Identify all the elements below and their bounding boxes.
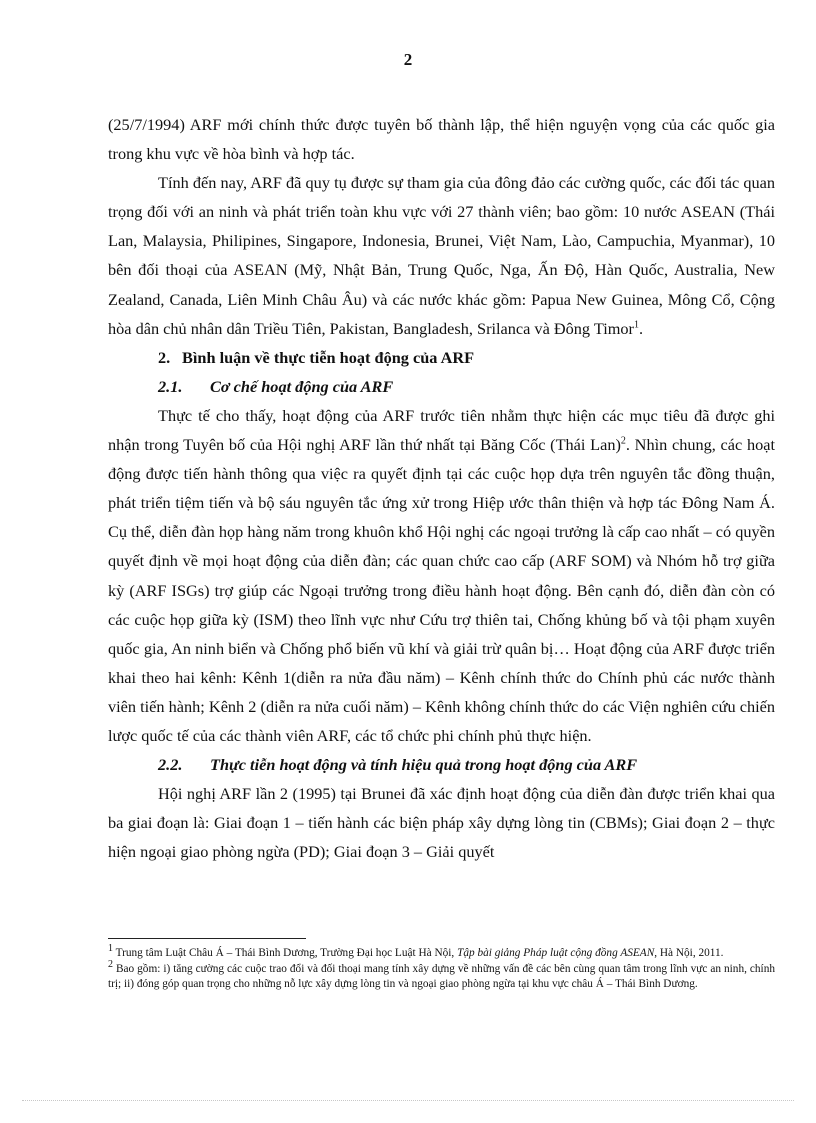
footnote-text: , Hà Nội, 2011. [654,947,724,959]
footnote-text: Bao gồm: i) tăng cường các cuộc trao đổi và đối thoại mang tính xây dựng về những vấn đề các bên cùng quan tâm trong lĩnh vực an ninh, chính trị; ii) đóng góp quan trọng cho những nỗ lực xây dựng lòng tin và ngoại giao phòng ngừa tại khu vực châu Á – Thái Bình Dương. [108,962,775,991]
footnote-number: 2 [108,958,113,970]
subsection-heading [158,372,775,401]
heading-number: 2. [158,347,171,367]
paragraph-text: . [638,318,644,338]
paragraph-text: (25/7/1994) ARF mới chính thức được tuyên bố thành lập, thể hiện nguyện vọng của các quốc gia trong khu vực về hòa bình và hợp tác. [108,115,775,164]
page-number: 2 [403,50,413,69]
heading-text: Bình luận về thực tiễn hoạt động của ARF [182,347,475,367]
footnote [108,958,775,993]
paragraph [108,779,775,866]
footnote-title: Tập bài giảng Pháp luật cộng đồng ASEAN [457,947,655,959]
footnote-text: Trung tâm Luật Châu Á – Thái Bình Dương, Trường Đại học Luật Hà Nội, [113,947,458,959]
heading-number: 2.2. [158,755,183,775]
paragraph [108,401,775,750]
heading-text: Thực tiễn hoạt động và tính hiệu quả trong hoạt động của ARF [210,755,638,775]
section-heading [158,343,775,372]
footnote [108,943,775,962]
footnote-number: 1 [108,943,113,955]
paragraph [108,110,775,168]
subsection-heading [158,750,775,779]
document-body [108,110,775,866]
footnotes [108,943,775,993]
paragraph-text: . Nhìn chung, các hoạt động được tiến hành thông qua việc ra quyết định tại các cuộc họp dựa trên nguyên tắc đồng thuận, phát triển tiệm tiến và bộ sáu nguyên tắc ứng xử trong Hiệp ước thân thiện và hợp tác Đông Nam Á. Cụ thể, diễn đàn họp hàng năm trong khuôn khổ Hội nghị các ngoại trưởng là cấp cao nhất – có quyền quyết định về mọi hoạt động của diễn đàn; các quan chức cao cấp (ARF SOM) và Nhóm hỗ trợ giữa kỳ (ARF ISGs) trợ giúp các Ngoại trưởng trong điều hành hoạt động. Bên cạnh đó, diễn đàn còn có các cuộc họp giữa kỳ (ISM) theo lĩnh vực như Cứu trợ thiên tai, Chống khủng bố và tội phạm xuyên quốc gia, An ninh biển và Chống phổ biến vũ khí và giải trừ quân bị… Hoạt động của ARF được triển khai theo hai kênh: Kênh 1(diễn ra nửa đầu năm) – Kênh chính thức do Chính phủ các nước thành viên tiến hành; Kênh 2 (diễn ra nửa cuối năm) – Kênh không chính thức do các Viện nghiên cứu chiến lược quốc tế của các thành viên ARF, các tổ chức phi chính phủ thực hiện. [108,435,775,745]
paragraph-text: Hội nghị ARF lần 2 (1995) tại Brunei đã xác định hoạt động của diễn đàn được triển khai qua ba giai đoạn là: Giai đoạn 1 – tiến hành các biện pháp xây dựng lòng tin (CBMs); Giai đoạn 2 – thực hiện ngoại giao phòng ngừa (PD); Giai đoạn 3 – Giải quyết [108,784,775,862]
paragraph [108,168,775,343]
page-boundary [22,1100,794,1101]
heading-text: Cơ chế hoạt động của ARF [210,376,394,396]
footnote-separator [108,938,306,939]
paragraph-text: Thực tế cho thấy, hoạt động của ARF trước tiên nhằm thực hiện các mục tiêu đã được ghi nhận trong Tuyên bố của Hội nghị ARF lần thứ nhất tại Băng Cốc (Thái Lan) [108,405,775,455]
paragraph-text: Tính đến nay, ARF đã quy tụ được sự tham gia của đông đảo các cường quốc, các đối tác quan trọng đối với an ninh và phát triển toàn khu vực với 27 thành viên; bao gồm: 10 nước ASEAN (Thái Lan, Malaysia, Philipines, Singapore, Indonesia, Brunei, Việt Nam, Lào, Campuchia, Myanmar), 10 bên đối thoại của ASEAN (Mỹ, Nhật Bản, Trung Quốc, Nga, Ấn Độ, Hàn Quốc, Australia, New Zealand, Canada, Liên Minh Châu Âu) và các nước khác gồm: Papua New Guinea, Mông Cổ, Cộng hòa dân chủ nhân dân Triều Tiên, Pakistan, Bangladesh, Srilanca và Đông Timor [108,173,775,338]
footnote-ref[interactable]: 2 [620,435,626,447]
heading-number: 2.1. [158,376,183,396]
footnote-ref[interactable]: 1 [633,319,639,331]
